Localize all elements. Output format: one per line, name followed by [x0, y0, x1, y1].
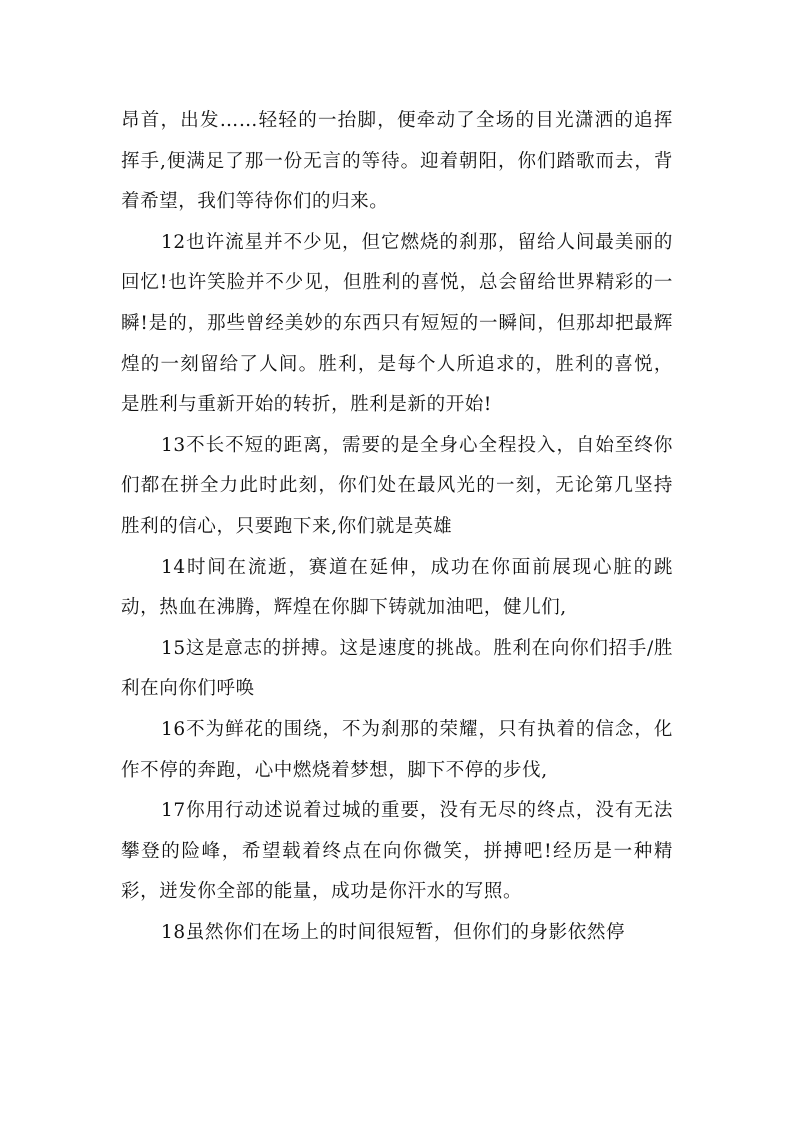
paragraph-intro: 昂首，出发……轻轻的一抬脚，便牵动了全场的目光潇洒的追挥挥手,便满足了那一份无言的等待。迎着朝阳，你们踏歌而去，背着希望，我们等待你们的归来。 [121, 110, 673, 213]
paragraph-18: 18虽然你们在场上的时间很短暂，但你们的身影依然停 [161, 921, 626, 943]
document-body [121, 101, 673, 953]
paragraph-13: 13不长不短的距离，需要的是全身心全程投入，自始至终你们都在拼全力此时此刻，你们处在最风光的一刻，无论第几坚持胜利的信心，只要跑下来,你们就是英雄 [121, 434, 673, 537]
paragraph-16: 16不为鲜花的围绕，不为刹那的荣耀，只有执着的信念，化作不停的奔跑，心中燃烧着梦想，脚下不停的步伐, [121, 718, 673, 781]
paragraph-17: 17你用行动述说着过城的重要，没有无尽的终点，没有无法攀登的险峰，希望载着终点在向你微笑，拼搏吧!经历是一种精彩，迸发你全部的能量，成功是你汗水的写照。 [121, 800, 673, 903]
paragraph-15: 15这是意志的拼搏。这是速度的挑战。胜利在向你们招手/胜利在向你们呼唤 [121, 637, 673, 700]
paragraph-12: 12也许流星并不少见，但它燃烧的刹那，留给人间最美丽的回忆!也许笑脸并不少见，但胜利的喜悦，总会留给世界精彩的一瞬!是的，那些曾经美妙的东西只有短短的一瞬间，但那却把最辉煌的一刻留给了人间。胜利，是每个人所追求的，胜利的喜悦，是胜利与重新开始的转折，胜利是新的开始! [121, 231, 673, 416]
paragraph-14: 14时间在流逝，赛道在延伸，成功在你面前展现心脏的跳动，热血在沸腾，辉煌在你脚下铸就加油吧，健儿们, [121, 556, 673, 619]
